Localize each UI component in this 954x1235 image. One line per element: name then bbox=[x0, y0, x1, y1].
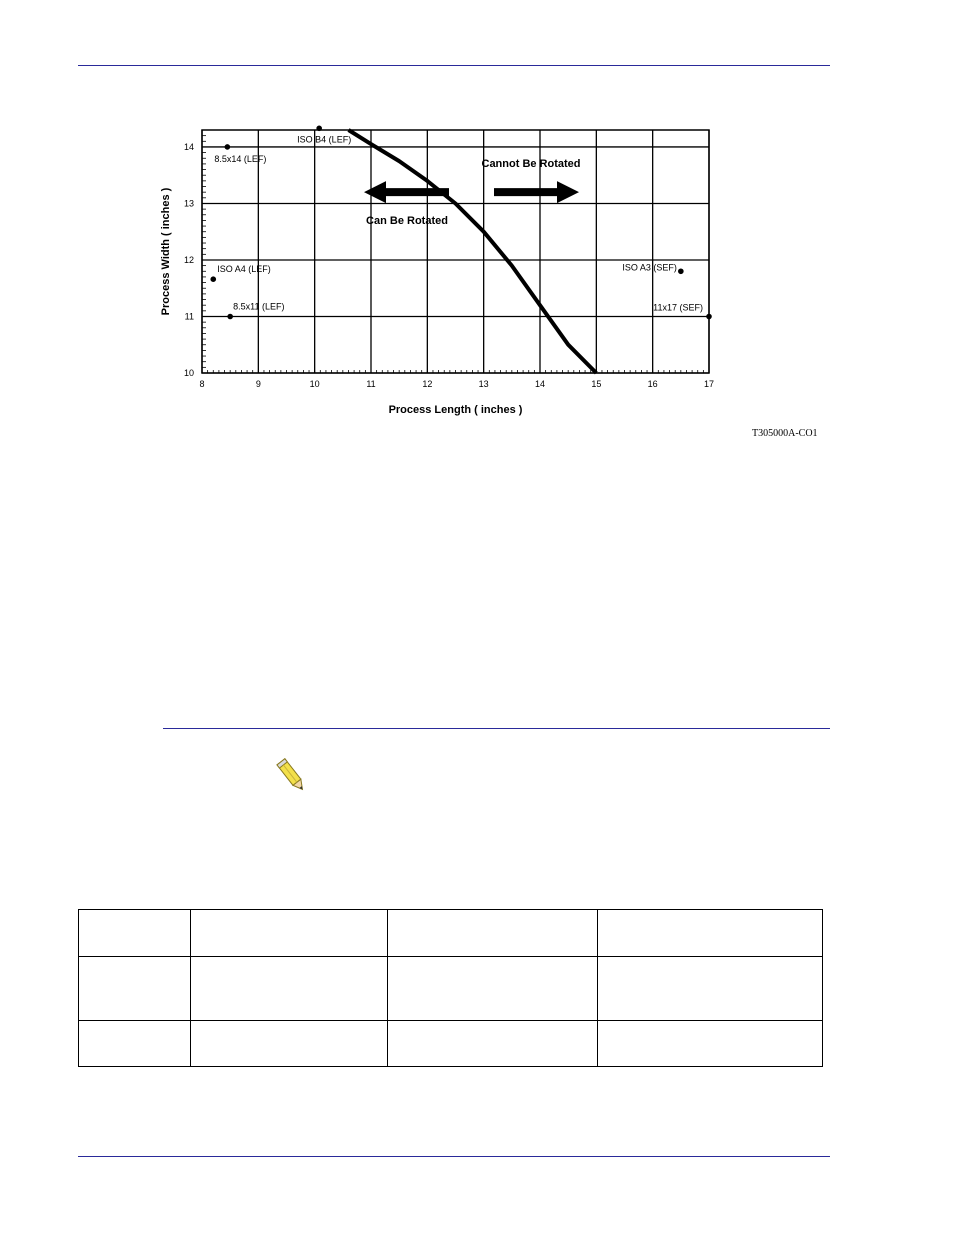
paper-size-label: 8.5x14 (LEF) bbox=[214, 153, 267, 164]
table-cell bbox=[598, 910, 823, 957]
y-tick-label: 14 bbox=[183, 141, 194, 152]
plot-frame bbox=[202, 130, 709, 373]
paper-size-point bbox=[316, 126, 322, 132]
footer-rule bbox=[78, 1156, 830, 1157]
spec-table bbox=[78, 909, 823, 1067]
x-tick-label: 16 bbox=[647, 379, 658, 389]
section-rule bbox=[163, 728, 830, 729]
table-row bbox=[79, 957, 823, 1021]
paper-size-point bbox=[210, 276, 216, 282]
x-tick-label: 8 bbox=[199, 379, 205, 389]
left-arrow bbox=[364, 181, 449, 203]
y-tick-label: 12 bbox=[183, 254, 194, 265]
x-tick-label: 12 bbox=[422, 379, 433, 389]
x-tick-label: 14 bbox=[534, 379, 546, 389]
y-axis-title: Process Width ( inches ) bbox=[160, 187, 172, 316]
table-cell bbox=[79, 957, 191, 1021]
paper-size-label: ISO B4 (LEF) bbox=[297, 134, 352, 145]
table-row bbox=[79, 1021, 823, 1067]
x-axis-title: Process Length ( inches ) bbox=[388, 404, 523, 416]
x-tick-label: 13 bbox=[478, 379, 489, 389]
chart-svg bbox=[150, 118, 830, 448]
table-cell bbox=[79, 1021, 191, 1067]
x-tick-label: 15 bbox=[591, 379, 602, 389]
x-tick-label: 9 bbox=[255, 379, 261, 389]
table-cell bbox=[191, 1021, 388, 1067]
paper-size-label: 11x17 (SEF) bbox=[653, 302, 703, 313]
x-tick-label: 11 bbox=[366, 379, 376, 389]
table-row bbox=[79, 910, 823, 957]
table-cell bbox=[388, 1021, 598, 1067]
y-tick-label: 13 bbox=[183, 198, 194, 209]
table-cell bbox=[598, 957, 823, 1021]
paper-size-label: 8.5x11 (LEF) bbox=[233, 301, 285, 312]
paper-size-point bbox=[225, 144, 231, 150]
right-arrow bbox=[494, 181, 579, 203]
x-tick-label: 17 bbox=[703, 379, 715, 389]
figure-id-label: T305000A-CO1 bbox=[752, 428, 818, 439]
y-tick-label: 10 bbox=[183, 368, 194, 378]
can-rotate-label: Can Be Rotated bbox=[366, 215, 448, 228]
paper-size-point bbox=[706, 314, 712, 320]
paper-size-label: ISO A4 (LEF) bbox=[217, 264, 271, 275]
table-cell bbox=[388, 957, 598, 1021]
paper-size-point bbox=[227, 314, 233, 320]
table-cell bbox=[191, 910, 388, 957]
x-tick-label: 10 bbox=[309, 379, 320, 389]
pencil-note-icon bbox=[274, 756, 310, 796]
paper-size-point bbox=[678, 268, 684, 274]
table-cell bbox=[191, 957, 388, 1021]
table-cell bbox=[598, 1021, 823, 1067]
header-rule bbox=[78, 65, 830, 66]
paper-rotation-chart bbox=[150, 118, 830, 448]
cannot-rotate-label: Cannot Be Rotated bbox=[481, 158, 581, 171]
table-cell bbox=[388, 910, 598, 957]
table-cell bbox=[79, 910, 191, 957]
y-tick-label: 11 bbox=[184, 311, 194, 322]
paper-size-label: ISO A3 (SEF) bbox=[622, 262, 677, 273]
